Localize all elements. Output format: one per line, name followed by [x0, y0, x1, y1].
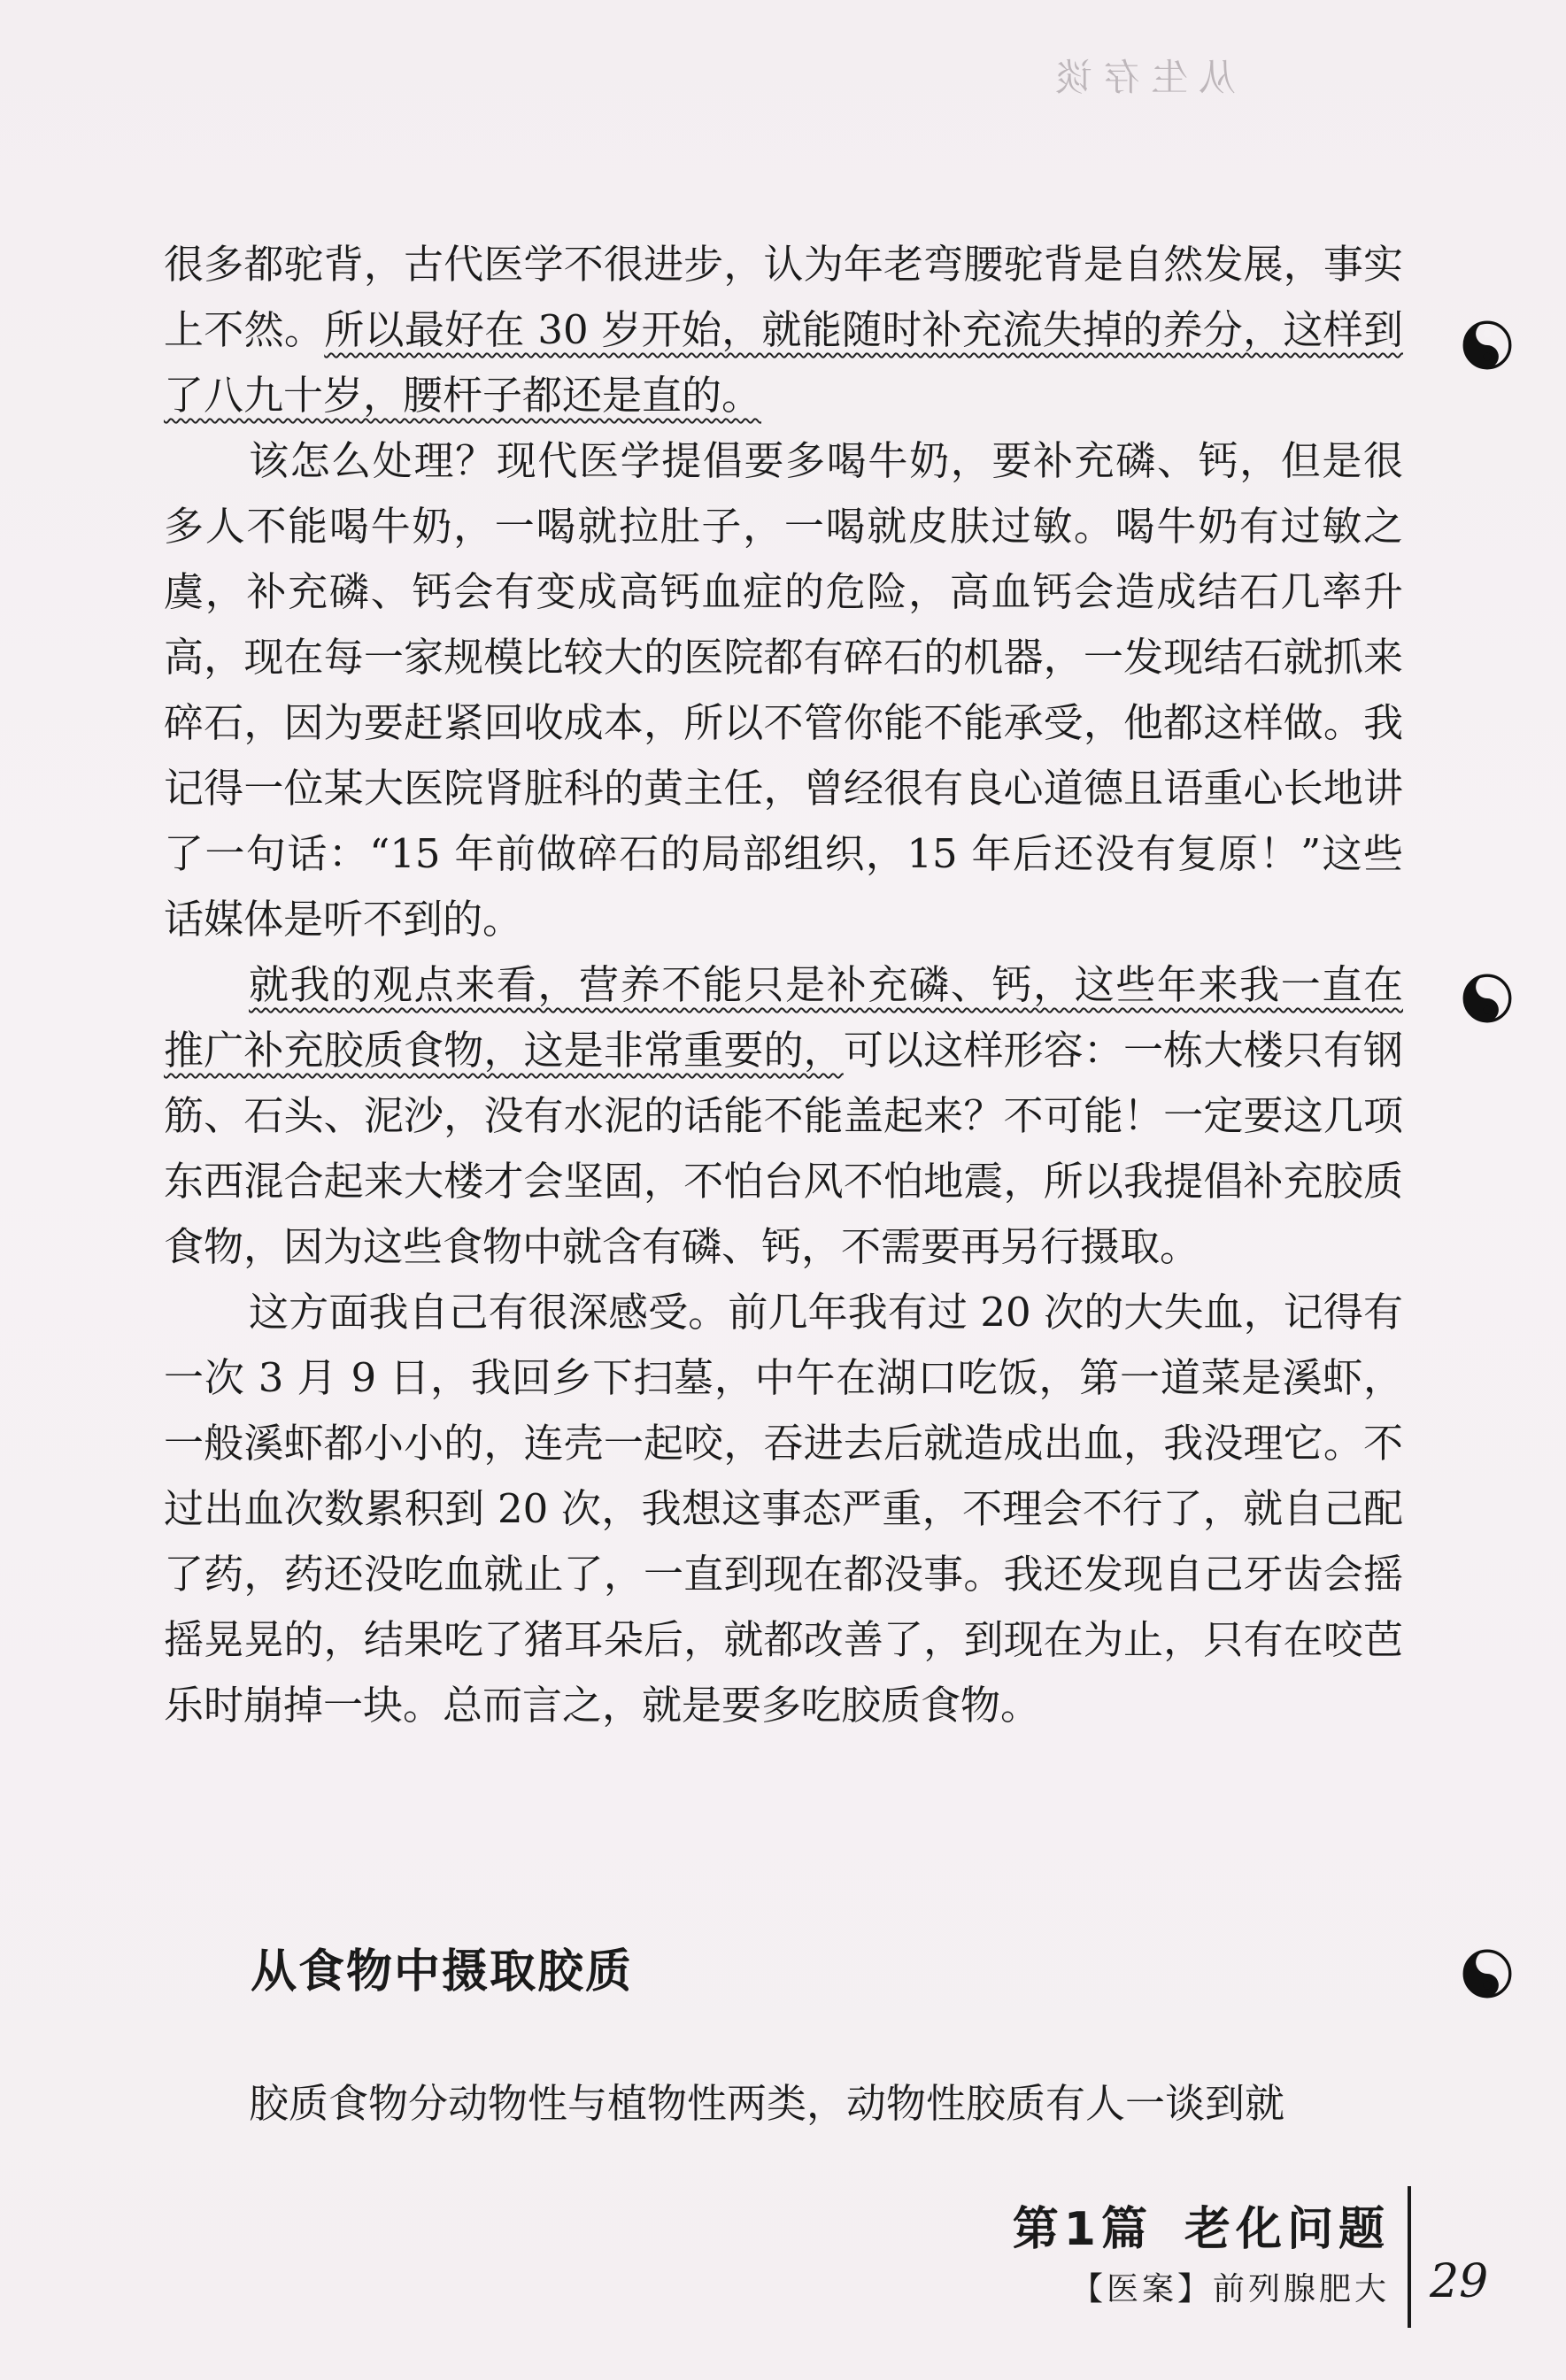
- running-head-bleedthrough: 从生存谈: [1045, 56, 1237, 99]
- yin-yang-icon: [1462, 320, 1512, 370]
- yin-yang-icon: [1462, 1949, 1512, 1999]
- paragraph: [164, 232, 1403, 428]
- footer-part: 第1篇: [1012, 2203, 1153, 2256]
- section-first-line: 胶质食物分动物性与植物性两类，动物性胶质有人一谈到就: [249, 2080, 1285, 2127]
- footer-subtitle: 【医案】前列腺肥大: [1070, 2271, 1390, 2307]
- paragraph: [164, 952, 1403, 1280]
- paragraph: [164, 428, 1403, 952]
- footer-title-text: 老化问题: [1184, 2203, 1390, 2256]
- page-number: 29: [1430, 2255, 1489, 2308]
- paragraph: [164, 1280, 1403, 1738]
- text-segment: 可以这样形容：一栋大楼只有钢筋、石头、泥沙，没有水泥的话能不能盖起来？不可能！一定要这几项东西混合起来大楼才会坚固，不怕台风不怕地震，所以我提倡补充胶质食物，因为这些食物中就含有磷、钙，不需要再另行摄取。: [164, 1027, 1403, 1270]
- footer-divider: [1408, 2186, 1411, 2328]
- text-segment: 很多都驼背，古代医学不很进步，认为年老弯腰驼背是自然发展，事实上不然。: [164, 241, 1403, 353]
- text-segment: 这方面我自己有很深感受。前几年我有过 20 次的大失血，记得有一次 3 月 9 日，我回乡下扫墓，中午在湖口吃饭，第一道菜是溪虾，一般溪虾都小小的，连壳一起咬，吞进去后就造成出血，我没理它。不过出血次数累积到 20 次，我想这事态严重，不理会不行了，就自己配了药，药还没吃血就止了，一直到现在都没事。我还发现自己牙齿会摇摇晃晃的，结果吃了猪耳朵后，就都改善了，到现在为止，只有在咬芭乐时崩掉一块。总而言之，就是要多吃胶质食物。: [164, 1289, 1403, 1729]
- yin-yang-icon: [1462, 974, 1512, 1023]
- footer-part-title: [965, 2191, 1390, 2258]
- text-segment: 该怎么处理？现代医学提倡要多喝牛奶，要补充磷、钙，但是很多人不能喝牛奶，一喝就拉肚子，一喝就皮肤过敏。喝牛奶有过敏之虞，补充磷、钙会有变成高钙血症的危险，高血钙会造成结石几率升高，现在每一家规模比较大的医院都有碎石的机器，一发现结石就抓来碎石，因为要赶紧回收成本，所以不管你能不能承受，他都这样做。我记得一位某大医院肾脏科的黄主任，曾经很有良心道德且语重心长地讲了一句话：“15 年前做碎石的局部组织，15 年后还没有复原！”这些话媒体是听不到的。: [164, 437, 1403, 943]
- underlined-segment: 就我的观点来看，营养不能只是补充磷、钙，这些年来我一直在推广补充胶质食物，这是非常重要的，: [164, 961, 1403, 1074]
- underlined-segment: 所以最好在 30 岁开始，就能随时补充流失掉的养分，这样到了八九十岁，腰杆子都还是直的。: [164, 306, 1403, 419]
- section-heading: 从食物中摄取胶质: [251, 1945, 634, 1999]
- body-text: [164, 232, 1403, 1738]
